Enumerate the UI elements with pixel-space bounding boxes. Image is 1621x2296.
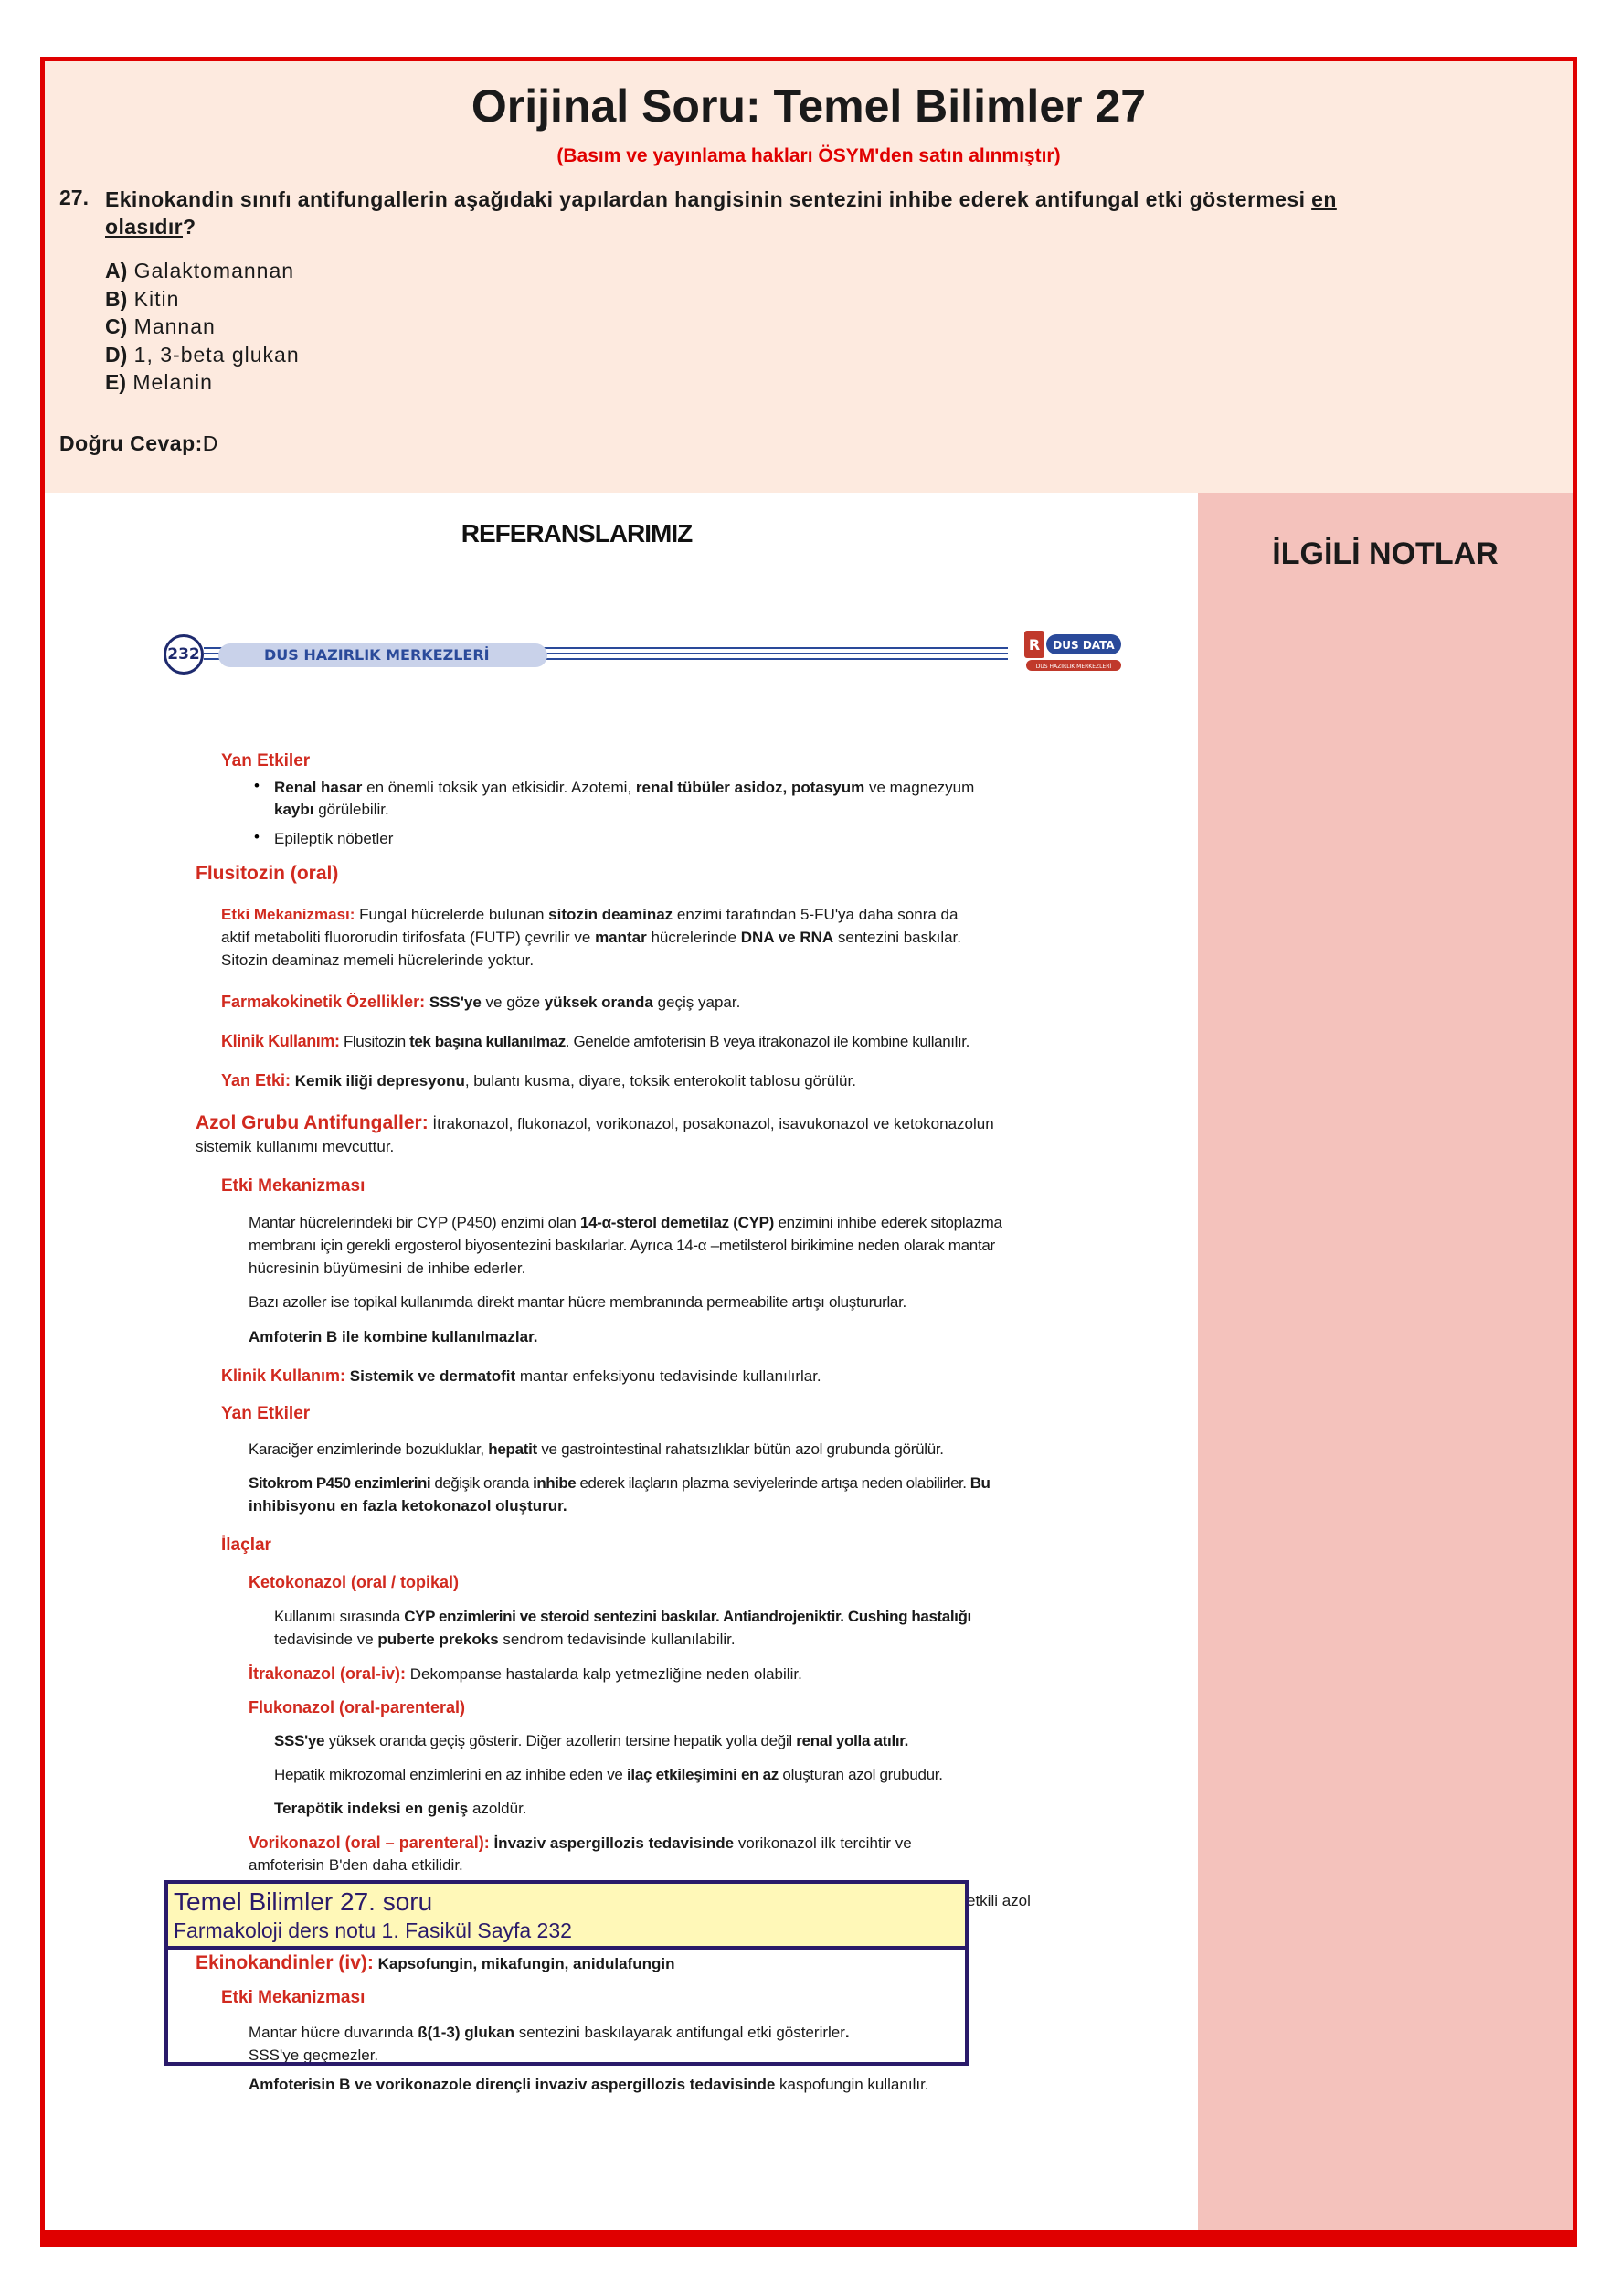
heading-ketokonazol: Ketokonazol (oral / topikal) <box>249 1573 460 1591</box>
text-line: Terapötik indeksi en geniş azoldür. <box>274 1800 527 1817</box>
related-notes-panel <box>1198 493 1573 2239</box>
text-line: etkili azol <box>967 1892 1031 1909</box>
text-line: kaybı görülebilir. <box>274 801 389 818</box>
heading-etki-mekanizmasi-3: Etki Mekanizması <box>221 1988 366 2007</box>
references-title: REFERANSLARIMIZ <box>461 519 693 547</box>
text-line: Karaciğer enzimlerinde bozukluklar, hepatit ve gastrointestinal rahatsızlıklar bütün azol grubunda görülür. <box>249 1440 944 1458</box>
option-c[interactable]: C) Mannan <box>105 314 216 338</box>
answer-options <box>105 257 300 397</box>
text-line: Klinik Kullanım: Flusitozin tek başına kullanılmaz. Genelde amfoterisin B veya itrakonazol ile kombine kullanılır. <box>221 1032 969 1050</box>
book-page-header <box>164 627 1115 682</box>
text-line: Epileptik nöbetler <box>274 830 394 847</box>
svg-text:DUS HAZIRLIK MERKEZLERİ: DUS HAZIRLIK MERKEZLERİ <box>1035 664 1112 670</box>
question-text <box>105 186 1531 240</box>
answer-value: D <box>202 431 218 455</box>
text-line: Amfoterin B ile kombine kullanılmazlar. <box>249 1328 538 1345</box>
correct-answer <box>59 431 217 456</box>
bullet-icon: • <box>254 777 260 794</box>
heading-flusitozin: Flusitozin (oral) <box>196 863 339 884</box>
text-line: aktif metaboliti fluororudin tirifosfata (FUTP) çevrilir ve mantar hücrelerinde DNA ve RNA sentezini baskılar. <box>221 929 962 946</box>
text-line: amfoterisin B'den daha etkilidir. <box>249 1856 463 1874</box>
text-line: Hepatik mikrozomal enzimlerini en az inhibe eden ve ilaç etkileşimini en az oluşturan azol grubudur. <box>274 1766 943 1783</box>
text-line: Farmakokinetik Özellikler: SSS'ye ve göze yüksek oranda geçiş yapar. <box>221 993 741 1011</box>
text-line: Mantar hücrelerindeki bir CYP (P450) enzimi olan 14-α-sterol demetilaz (CYP) enzimini inhibe ederek sitoplazma <box>249 1214 1002 1231</box>
option-d[interactable]: D) 1, 3-beta glukan <box>105 342 300 367</box>
svg-text:R: R <box>1028 636 1041 654</box>
heading-yan-etkiler: Yan Etkiler <box>221 751 311 771</box>
page-number: 232 <box>164 634 204 675</box>
text-line: Renal hasar en önemli toksik yan etkisidir. Azotemi, renal tübüler asidoz, potasyum ve magnezyum <box>274 779 975 796</box>
text-line: Yan Etki: Kemik iliği depresyonu, bulantı kusma, diyare, toksik enterokolit tablosu görülür. <box>221 1071 856 1090</box>
svg-text:DUS DATA: DUS DATA <box>1053 639 1115 652</box>
heading-flukonazol: Flukonazol (oral-parenteral) <box>249 1698 466 1717</box>
text-line: Amfoterisin B ve vorikonazole dirençli invaziv aspergillozis tedavisinde kaspofungin kullanılır. <box>249 2076 929 2093</box>
copyright-notice: (Basım ve yayınlama hakları ÖSYM'den satın alınmıştır) <box>556 145 1061 166</box>
notes-title: İLGİLİ NOTLAR <box>1272 537 1499 571</box>
text-line: Etki Mekanizması: Fungal hücrelerde bulunan sitozin deaminaz enzimi tarafından 5-FU'ya daha sonra da <box>221 906 959 923</box>
text-line: membranı için gerekli ergosterol biyosentezini baskılarlar. Ayrıca 14-α –metilsterol birikimine neden olarak mantar <box>249 1237 995 1254</box>
dus-data-logo-icon <box>1022 627 1125 675</box>
heading-ilaclar: İlaçlar <box>221 1536 271 1555</box>
question-title: Orijinal Soru: Temel Bilimler 27 <box>471 80 1147 132</box>
text-line: SSS'ye geçmezler. <box>249 2046 379 2064</box>
text-line: Vorikonazol (oral – parenteral): İnvaziv aspergillozis tedavisinde vorikonazol ilk tercihtir ve <box>249 1834 912 1852</box>
question-mark: ? <box>183 215 196 239</box>
question-emphasis-1: en <box>1311 187 1337 211</box>
text-line: hücresinin büyümesini de inhibe ederler. <box>249 1260 526 1277</box>
answer-label: Doğru Cevap: <box>59 431 203 455</box>
option-b[interactable]: B) Kitin <box>105 286 180 311</box>
option-a[interactable]: A) Galaktomannan <box>105 259 295 282</box>
question-emphasis-2: olasıdır <box>105 215 184 239</box>
text-line: sistemik kullanımı mevcuttur. <box>196 1138 395 1155</box>
bullet-icon: • <box>254 828 260 845</box>
text-line: inhibisyonu en fazla ketokonazol oluşturur. <box>249 1497 567 1515</box>
option-e[interactable]: E) Melanin <box>105 370 213 394</box>
text-line: Mantar hücre duvarında ß(1-3) glukan sentezini baskılayarak antifungal etki gösterirler. <box>249 2024 850 2041</box>
text-line: tedavisinde ve puberte prekoks sendrom tedavisinde kullanılabilir. <box>274 1631 736 1648</box>
callout-subtitle: Farmakoloji ders notu 1. Fasikül Sayfa 232 <box>174 1919 572 1942</box>
heading-yan-etkiler-2: Yan Etkiler <box>221 1404 311 1423</box>
text-line: Bazı azoller ise topikal kullanımda direkt mantar hücre membranında permeabilite artışı oluştururlar. <box>249 1293 906 1311</box>
header-label: DUS HAZIRLIK MERKEZLERİ <box>264 646 490 664</box>
text-line: Sitokrom P450 enzimlerini değişik oranda inhibe ederek ilaçların plazma seviyelerinde artışa neden olabilirler. Bu <box>249 1474 991 1492</box>
text-line: SSS'ye yüksek oranda geçiş gösterir. Diğer azollerin tersine hepatik yolla değil renal yolla atılır. <box>274 1732 909 1749</box>
text-line: Kullanımı sırasında CYP enzimlerini ve steroid sentezini baskılar. Antiandrojeniktir. Cushing hastalığı <box>274 1608 971 1625</box>
text-line: Sitozin deaminaz memeli hücrelerinde yoktur. <box>221 951 535 969</box>
reference-callout <box>164 1880 969 2066</box>
question-text-main: Ekinokandin sınıfı antifungallerin aşağıdaki yapılardan hangisinin sentezini inhibe ederek antifungal etki göstermesi <box>105 187 1312 211</box>
callout-title: Temel Bilimler 27. soru <box>174 1887 433 1916</box>
heading-etki-mekanizmasi: Etki Mekanizması <box>221 1176 366 1196</box>
bottom-red-bar <box>40 2230 1577 2247</box>
text-line: Klinik Kullanım: Sistemik ve dermatofit mantar enfeksiyonu tedavisinde kullanılırlar. <box>221 1366 821 1385</box>
text-line: Ekinokandinler (iv): Kapsofungin, mikafungin, anidulafungin <box>196 1952 675 1973</box>
text-line: Azol Grubu Antifungaller: İtrakonazol, flukonazol, vorikonazol, posakonazol, isavukonazol ve ketokonazolun <box>196 1112 994 1133</box>
text-line: İtrakonazol (oral-iv): Dekompanse hastalarda kalp yetmezliğine neden olabilir. <box>249 1664 802 1683</box>
callout-header <box>168 1884 965 1950</box>
question-number: 27. <box>59 186 89 209</box>
question-panel <box>45 61 1573 493</box>
